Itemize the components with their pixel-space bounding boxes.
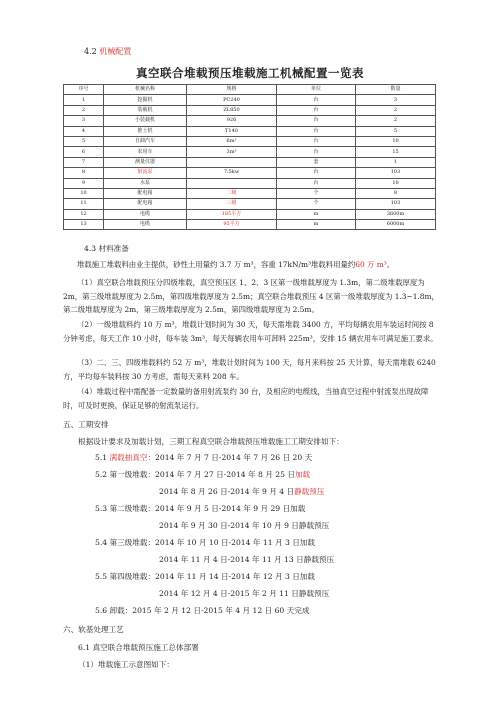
section-4-2-heading: 4.2 机械配置 (84, 47, 132, 56)
table-cell: 8 (64, 168, 104, 178)
table-row (64, 209, 436, 219)
table-header-row (64, 85, 436, 95)
table-cell: 10 (356, 136, 436, 146)
table-cell: 10 (356, 178, 436, 188)
table-cell: PC240 (187, 95, 277, 105)
table-cell: 3600m (356, 209, 436, 219)
table-cell: ZL850 (187, 105, 277, 115)
table-header-cell: 规格 (187, 85, 277, 95)
table-cell: 台 (277, 136, 356, 146)
table-cell: 2 (356, 105, 436, 115)
table-cell: 6000m (356, 220, 436, 230)
table-cell: 测量仪器 (104, 157, 187, 167)
table-cell: 2 (64, 105, 104, 115)
equipment-table (63, 84, 436, 230)
table-cell: 3 (356, 95, 436, 105)
table-cell: 台 (277, 147, 356, 157)
schedule-item-5-3-static: 2014 年 9 月 30 日-2014 年 10 月 9 日静载预压 (159, 521, 330, 530)
table-row (64, 220, 436, 230)
schedule-item-5-2: 5.2 第一级堆载：2014 年 7 月 27 日-2014 年 8 月 25 日加载 (95, 470, 311, 479)
table-cell: m (277, 220, 356, 230)
table-cell: 12 (64, 209, 104, 219)
table-cell: 6m³ (187, 136, 277, 146)
paragraph-later-stages: （3）二、三、四级堆载料约 52 万 m³，堆载计划时间为 100 天，每月来料按 25 天计算，每天需堆载 6240 方，平均每车装料按 30 方考虑，需每天来料 208 车。 (63, 358, 436, 381)
table-cell: 套 (277, 157, 356, 167)
table-row (64, 95, 436, 105)
table-cell: 15 (356, 147, 436, 157)
table-header-cell: 单位 (277, 85, 356, 95)
table-cell: 台 (277, 116, 356, 126)
table-cell: 95平方 (187, 220, 277, 230)
table-row (64, 188, 436, 198)
table-row (64, 105, 436, 115)
table-cell: 11 (64, 199, 104, 209)
section-6-heading: 六、软基处理工艺 (63, 625, 124, 634)
table-cell: 射流泵 (104, 168, 187, 178)
table-cell: 农用车 (104, 147, 187, 157)
table-cell: 三级 (187, 199, 277, 209)
table-cell: 个 (277, 188, 356, 198)
paragraph-spare-pumps: （4）堆载过程中需配备一定数量的备用射流泵约 30 台，及相应的电缆线，当抽真空过程中射流泵出现故障时，可及时更换，保证足够的射流泵运行。 (63, 387, 429, 410)
table-cell: 电缆 (104, 220, 187, 230)
table-row (64, 116, 436, 126)
table-cell: 挖掘机 (104, 95, 187, 105)
table-row (64, 168, 436, 178)
table-cell: 926 (187, 116, 277, 126)
table-row (64, 126, 436, 136)
table-cell: 103 (356, 168, 436, 178)
table-cell: m (277, 209, 356, 219)
table-cell: 103 (356, 199, 436, 209)
paragraph-material-supply: 堆载施工堆载料由业主提供，砂性土用量约 3.7 万 m³，容重 17kN/m³堆载料用量约60 万 m³。 (77, 260, 395, 269)
table-cell: 185平方 (187, 209, 277, 219)
table-cell: 1 (64, 95, 104, 105)
table-cell: 装载机 (104, 105, 187, 115)
table-cell: 配电箱 (104, 188, 187, 198)
table-cell: 13 (64, 220, 104, 230)
table-header-cell: 数量 (356, 85, 436, 95)
table-row (64, 199, 436, 209)
table-cell: 4 (64, 126, 104, 136)
table-cell: 台 (277, 126, 356, 136)
table-cell: 3m³ (187, 147, 277, 157)
table-row (64, 178, 436, 188)
table-cell: 3 (64, 116, 104, 126)
table-body (64, 95, 436, 230)
schedule-item-5-4: 5.4 第三级堆载：2014 年 10 月 10 日-2014 年 11 月 3 日加载 (95, 538, 315, 547)
section-4-3-heading: 4.3 材料准备 (84, 244, 129, 253)
table-cell: 7.5kw (187, 168, 277, 178)
table-header-cell: 机械名称 (104, 85, 187, 95)
table-cell: 10 (64, 188, 104, 198)
schedule-intro: 根据设计要求及加载计划，三期工程真空联合堆载预压堆载施工工期安排如下： (78, 437, 344, 446)
section-6-1-heading: 6.1 真空联合堆载预压施工总体部署 (78, 643, 199, 652)
table-row (64, 157, 436, 167)
table-row (64, 136, 436, 146)
section-5-heading: 五、工期安排 (63, 420, 109, 429)
schedule-item-5-6: 5.6 卸载：2015 年 2 月 12 日-2015 年 4 月 12 日 60 天完成 (95, 606, 310, 615)
table-cell: 7 (64, 157, 104, 167)
paragraph-first-stage: （2）一级堆载料约 10 万 m³，堆载计划时间为 30 天，每天需堆载 3400 方，平均每辆农用车装运时间按 8 分钟考虑，每天工作 10 小时，每车装 3m³，每天每辆农用车可卸料 225m³，安排 15 辆农用车可满足施工要求。 (63, 320, 438, 343)
table-cell: 9 (64, 178, 104, 188)
table-cell (187, 157, 277, 167)
item-1-diagram-caption: （1）堆载施工示意图如下： (78, 660, 174, 669)
table-cell: 个 (277, 199, 356, 209)
table-cell: T140 (187, 126, 277, 136)
table-cell: 台 (277, 168, 356, 178)
table-cell: 电缆 (104, 209, 187, 219)
schedule-item-5-5-static: 2014 年 12 月 4 日-2015 年 2 月 11 日静载预压 (159, 589, 330, 598)
schedule-item-5-4-static: 2014 年 11 月 4 日-2014 年 11 月 13 日静载预压 (159, 555, 335, 564)
table-cell: 配电箱 (104, 199, 187, 209)
table-cell: 二级 (187, 188, 277, 198)
table-cell: 自卸汽车 (104, 136, 187, 146)
table-cell: 2 (356, 116, 436, 126)
schedule-item-5-5: 5.5 第四级堆载：2014 年 11 月 14 日-2014 年 12 月 3 日加载 (95, 572, 315, 581)
table-cell: 小装载机 (104, 116, 187, 126)
table-cell: 推土机 (104, 126, 187, 136)
table-cell: 6 (64, 147, 104, 157)
table-cell (187, 178, 277, 188)
table-header-cell: 序号 (64, 85, 104, 95)
schedule-item-5-2-static: 2014 年 8 月 26 日-2014 年 9 月 4 日静载预压 (159, 487, 325, 496)
paragraph-stage-thickness: （1）真空联合堆载预压分四级堆载，真空预压区 1、2、3 区第一级堆载厚度为 1.3m，第二级堆载厚度为 2m，第三级堆载厚度为 2.5m，第四级堆载厚度为 2.5m；真空联合堆载预压 4 区第一级堆载厚度为 1.3~1.8m，第二级堆载厚度为 2m，第三级堆载厚度为 2.5m，第四级堆载厚度为 2.5m。 (63, 278, 439, 315)
schedule-item-5-1: 5.1 满载抽真空：2014 年 7 月 7 日-2014 年 7 月 26 日 20 天 (95, 453, 313, 462)
table-cell: 台 (277, 178, 356, 188)
table-cell: 5 (64, 136, 104, 146)
table-row (64, 147, 436, 157)
table-cell: 水泵 (104, 178, 187, 188)
table-title: 真空联合堆载预压堆载施工机械配置一览表 (136, 66, 364, 80)
schedule-item-5-3: 5.3 第二级堆载：2014 年 9 月 5 日-2014 年 9 月 29 日加载 (95, 504, 306, 513)
table-cell: 5 (356, 126, 436, 136)
table-cell: 台 (277, 95, 356, 105)
table-cell: 台 (277, 105, 356, 115)
table-cell: 1 (356, 157, 436, 167)
table-cell: 8 (356, 188, 436, 198)
